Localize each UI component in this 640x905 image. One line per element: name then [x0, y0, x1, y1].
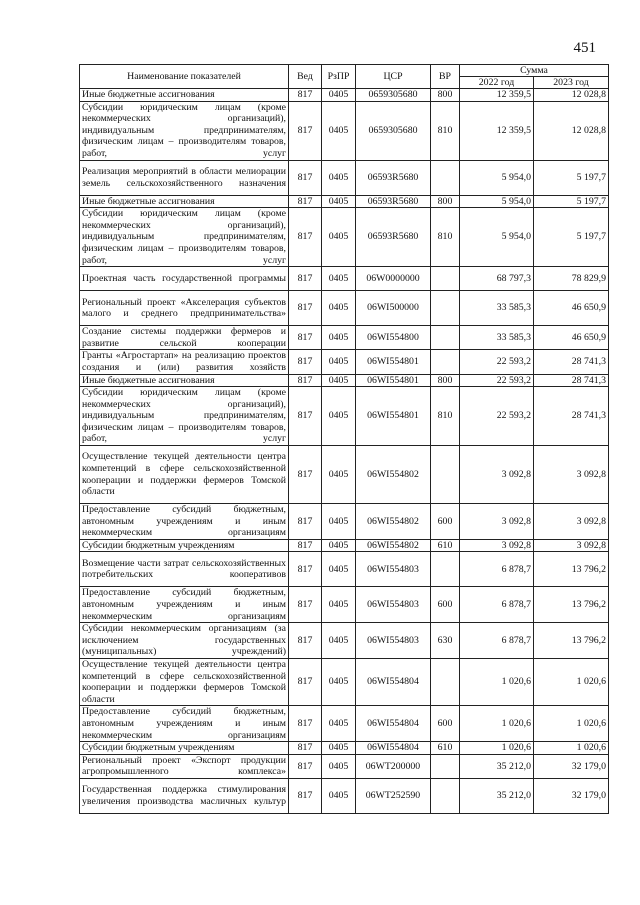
cell-rzpr: 0405 — [322, 387, 356, 446]
cell-sum-2022: 22 593,2 — [460, 387, 534, 446]
cell-rzpr: 0405 — [322, 208, 356, 267]
cell-ved: 817 — [289, 101, 322, 160]
cell-rzpr: 0405 — [322, 778, 356, 813]
cell-csr: 06593R5680 — [356, 160, 431, 195]
page-number: 451 — [573, 40, 596, 56]
cell-csr: 06WI554804 — [356, 706, 431, 742]
cell-csr: 06WI554802 — [356, 446, 431, 504]
header-csr: ЦСР — [356, 65, 431, 89]
cell-rzpr: 0405 — [322, 623, 356, 659]
cell-rzpr: 0405 — [322, 350, 356, 374]
cell-sum-2022: 6 878,7 — [460, 552, 534, 587]
cell-sum-2022: 68 797,3 — [460, 267, 534, 291]
cell-name: Создание системы поддержки фермеров и развитие сельской кооперации — [80, 326, 289, 350]
cell-name: Субсидии юридическим лицам (кроме некоммерческих организаций), индивидуальным предпринимателям, физическим лицам – производителям товаров, работ, услуг — [80, 208, 289, 267]
cell-rzpr: 0405 — [322, 504, 356, 540]
table-row — [80, 101, 609, 160]
header-vr: ВР — [431, 65, 460, 89]
cell-rzpr: 0405 — [322, 267, 356, 291]
cell-sum-2022: 12 359,5 — [460, 101, 534, 160]
cell-sum-2023: 78 829,9 — [534, 267, 609, 291]
cell-ved: 817 — [289, 446, 322, 504]
cell-vr: 600 — [431, 504, 460, 540]
cell-ved: 817 — [289, 754, 322, 778]
cell-ved: 817 — [289, 350, 322, 374]
cell-sum-2023: 1 020,6 — [534, 659, 609, 706]
cell-ved: 817 — [289, 326, 322, 350]
cell-sum-2022: 5 954,0 — [460, 208, 534, 267]
cell-rzpr: 0405 — [322, 754, 356, 778]
cell-csr: 06WT252590 — [356, 778, 431, 813]
cell-rzpr: 0405 — [322, 706, 356, 742]
table-row — [80, 350, 609, 374]
cell-ved: 817 — [289, 587, 322, 623]
cell-sum-2023: 5 197,7 — [534, 208, 609, 267]
cell-csr: 06WI554801 — [356, 387, 431, 446]
cell-csr: 06WI554803 — [356, 552, 431, 587]
cell-sum-2023: 28 741,3 — [534, 387, 609, 446]
cell-name: Гранты «Агростартап» на реализацию проектов создания и (или) развития хозяйств — [80, 350, 289, 374]
cell-vr — [431, 267, 460, 291]
cell-name: Субсидии бюджетным учреждениям — [80, 539, 289, 552]
cell-rzpr: 0405 — [322, 446, 356, 504]
table-row — [80, 587, 609, 623]
cell-vr: 610 — [431, 742, 460, 755]
cell-sum-2023: 1 020,6 — [534, 706, 609, 742]
cell-vr — [431, 160, 460, 195]
cell-sum-2022: 5 954,0 — [460, 160, 534, 195]
table-row — [80, 326, 609, 350]
cell-sum-2023: 3 092,8 — [534, 446, 609, 504]
cell-sum-2022: 5 954,0 — [460, 195, 534, 208]
cell-name: Иные бюджетные ассигнования — [80, 374, 289, 387]
cell-sum-2023: 13 796,2 — [534, 552, 609, 587]
cell-ved: 817 — [289, 374, 322, 387]
cell-name: Осуществление текущей деятельности центра компетенций в сфере сельскохозяйственной кооперации и поддержки фермеров Томской области — [80, 446, 289, 504]
cell-sum-2023: 12 028,8 — [534, 101, 609, 160]
table-row — [80, 623, 609, 659]
cell-vr: 810 — [431, 387, 460, 446]
cell-sum-2022: 22 593,2 — [460, 374, 534, 387]
cell-ved: 817 — [289, 504, 322, 540]
cell-sum-2022: 3 092,8 — [460, 504, 534, 540]
cell-name: Реализация мероприятий в области мелиорации земель сельскохозяйственного назначения — [80, 160, 289, 195]
cell-sum-2023: 46 650,9 — [534, 326, 609, 350]
cell-sum-2022: 35 212,0 — [460, 778, 534, 813]
cell-vr — [431, 778, 460, 813]
cell-csr: 06WI554801 — [356, 374, 431, 387]
cell-vr — [431, 446, 460, 504]
header-sum: Сумма — [460, 65, 609, 77]
table-row — [80, 539, 609, 552]
cell-rzpr: 0405 — [322, 552, 356, 587]
cell-ved: 817 — [289, 539, 322, 552]
cell-vr: 600 — [431, 706, 460, 742]
cell-ved: 817 — [289, 89, 322, 102]
cell-csr: 06593R5680 — [356, 208, 431, 267]
cell-csr: 06WI500000 — [356, 291, 431, 326]
cell-vr: 800 — [431, 89, 460, 102]
cell-ved: 817 — [289, 267, 322, 291]
cell-name: Государственная поддержка стимулирования увеличения производства масличных культур — [80, 778, 289, 813]
cell-sum-2022: 3 092,8 — [460, 539, 534, 552]
table-row — [80, 387, 609, 446]
table-row — [80, 291, 609, 326]
cell-rzpr: 0405 — [322, 659, 356, 706]
table-row — [80, 706, 609, 742]
header-ved: Вед — [289, 65, 322, 89]
table-row — [80, 267, 609, 291]
cell-name: Предоставление субсидий бюджетным, автономным учреждениям и иным некоммерческим организациям — [80, 587, 289, 623]
cell-name: Предоставление субсидий бюджетным, автономным учреждениям и иным некоммерческим организациям — [80, 706, 289, 742]
cell-vr: 810 — [431, 101, 460, 160]
header-rzpr: РзПР — [322, 65, 356, 89]
cell-rzpr: 0405 — [322, 160, 356, 195]
cell-vr — [431, 552, 460, 587]
cell-sum-2023: 5 197,7 — [534, 160, 609, 195]
cell-csr: 06WI554800 — [356, 326, 431, 350]
table-row — [80, 552, 609, 587]
cell-csr: 06W0000000 — [356, 267, 431, 291]
cell-sum-2022: 1 020,6 — [460, 706, 534, 742]
cell-csr: 0659305680 — [356, 89, 431, 102]
cell-ved: 817 — [289, 387, 322, 446]
header-name: Наименование показателей — [80, 65, 289, 89]
cell-csr: 06WI554803 — [356, 623, 431, 659]
table-row — [80, 89, 609, 102]
table-row — [80, 742, 609, 755]
cell-name: Возмещение части затрат сельскохозяйственных потребительских кооперативов — [80, 552, 289, 587]
cell-sum-2022: 3 092,8 — [460, 446, 534, 504]
cell-rzpr: 0405 — [322, 539, 356, 552]
cell-sum-2023: 28 741,3 — [534, 374, 609, 387]
cell-vr — [431, 659, 460, 706]
cell-sum-2023: 32 179,0 — [534, 754, 609, 778]
cell-rzpr: 0405 — [322, 326, 356, 350]
cell-rzpr: 0405 — [322, 195, 356, 208]
cell-name: Предоставление субсидий бюджетным, автономным учреждениям и иным некоммерческим организациям — [80, 504, 289, 540]
cell-sum-2023: 13 796,2 — [534, 623, 609, 659]
cell-ved: 817 — [289, 706, 322, 742]
cell-name: Региональный проект «Акселерация субъектов малого и среднего предпринимательства» — [80, 291, 289, 326]
table-row — [80, 504, 609, 540]
cell-csr: 0659305680 — [356, 101, 431, 160]
cell-ved: 817 — [289, 208, 322, 267]
cell-csr: 06WT200000 — [356, 754, 431, 778]
cell-vr — [431, 754, 460, 778]
cell-rzpr: 0405 — [322, 101, 356, 160]
cell-ved: 817 — [289, 160, 322, 195]
cell-sum-2023: 12 028,8 — [534, 89, 609, 102]
cell-ved: 817 — [289, 291, 322, 326]
cell-csr: 06WI554802 — [356, 539, 431, 552]
cell-sum-2022: 12 359,5 — [460, 89, 534, 102]
cell-ved: 817 — [289, 623, 322, 659]
cell-sum-2023: 32 179,0 — [534, 778, 609, 813]
cell-csr: 06WI554801 — [356, 350, 431, 374]
cell-vr: 630 — [431, 623, 460, 659]
cell-ved: 817 — [289, 659, 322, 706]
cell-ved: 817 — [289, 742, 322, 755]
header-year-2022: 2022 год — [460, 77, 534, 89]
table-row — [80, 754, 609, 778]
cell-csr: 06593R5680 — [356, 195, 431, 208]
cell-rzpr: 0405 — [322, 374, 356, 387]
cell-vr — [431, 350, 460, 374]
cell-sum-2023: 5 197,7 — [534, 195, 609, 208]
cell-name: Субсидии юридическим лицам (кроме некоммерческих организаций), индивидуальным предпринимателям, физическим лицам – производителям товаров, работ, услуг — [80, 101, 289, 160]
cell-sum-2022: 35 212,0 — [460, 754, 534, 778]
table-row — [80, 446, 609, 504]
cell-sum-2023: 28 741,3 — [534, 350, 609, 374]
table-row — [80, 208, 609, 267]
cell-ved: 817 — [289, 778, 322, 813]
cell-csr: 06WI554802 — [356, 504, 431, 540]
cell-sum-2022: 22 593,2 — [460, 350, 534, 374]
cell-sum-2022: 1 020,6 — [460, 659, 534, 706]
table-row — [80, 778, 609, 813]
cell-sum-2023: 3 092,8 — [534, 539, 609, 552]
cell-name: Субсидии бюджетным учреждениям — [80, 742, 289, 755]
cell-csr: 06WI554804 — [356, 742, 431, 755]
cell-sum-2023: 13 796,2 — [534, 587, 609, 623]
cell-name: Субсидии юридическим лицам (кроме некоммерческих организаций), индивидуальным предпринимателям, физическим лицам – производителям товаров, работ, услуг — [80, 387, 289, 446]
table-row — [80, 374, 609, 387]
cell-name: Иные бюджетные ассигнования — [80, 195, 289, 208]
cell-name: Осуществление текущей деятельности центра компетенций в сфере сельскохозяйственной кооперации и поддержки фермеров Томской области — [80, 659, 289, 706]
cell-sum-2023: 1 020,6 — [534, 742, 609, 755]
table-row — [80, 195, 609, 208]
cell-name: Субсидии некоммерческим организациям (за исключением государственных (муниципальных) учреждений) — [80, 623, 289, 659]
cell-sum-2022: 6 878,7 — [460, 587, 534, 623]
cell-sum-2022: 1 020,6 — [460, 742, 534, 755]
cell-name: Иные бюджетные ассигнования — [80, 89, 289, 102]
cell-sum-2022: 6 878,7 — [460, 623, 534, 659]
cell-vr: 800 — [431, 195, 460, 208]
cell-rzpr: 0405 — [322, 291, 356, 326]
cell-rzpr: 0405 — [322, 89, 356, 102]
cell-csr: 06WI554804 — [356, 659, 431, 706]
budget-table — [79, 64, 609, 814]
table-row — [80, 659, 609, 706]
table-row — [80, 160, 609, 195]
cell-rzpr: 0405 — [322, 587, 356, 623]
table-body — [80, 89, 609, 814]
cell-vr: 810 — [431, 208, 460, 267]
cell-sum-2023: 3 092,8 — [534, 504, 609, 540]
cell-csr: 06WI554803 — [356, 587, 431, 623]
header-year-2023: 2023 год — [534, 77, 609, 89]
cell-ved: 817 — [289, 552, 322, 587]
cell-ved: 817 — [289, 195, 322, 208]
cell-sum-2022: 33 585,3 — [460, 291, 534, 326]
cell-sum-2022: 33 585,3 — [460, 326, 534, 350]
cell-vr — [431, 291, 460, 326]
cell-vr: 800 — [431, 374, 460, 387]
cell-name: Региональный проект «Экспорт продукции агропромышленного комплекса» — [80, 754, 289, 778]
cell-name: Проектная часть государственной программы — [80, 267, 289, 291]
cell-vr — [431, 326, 460, 350]
cell-vr: 600 — [431, 587, 460, 623]
cell-sum-2023: 46 650,9 — [534, 291, 609, 326]
cell-vr: 610 — [431, 539, 460, 552]
cell-rzpr: 0405 — [322, 742, 356, 755]
